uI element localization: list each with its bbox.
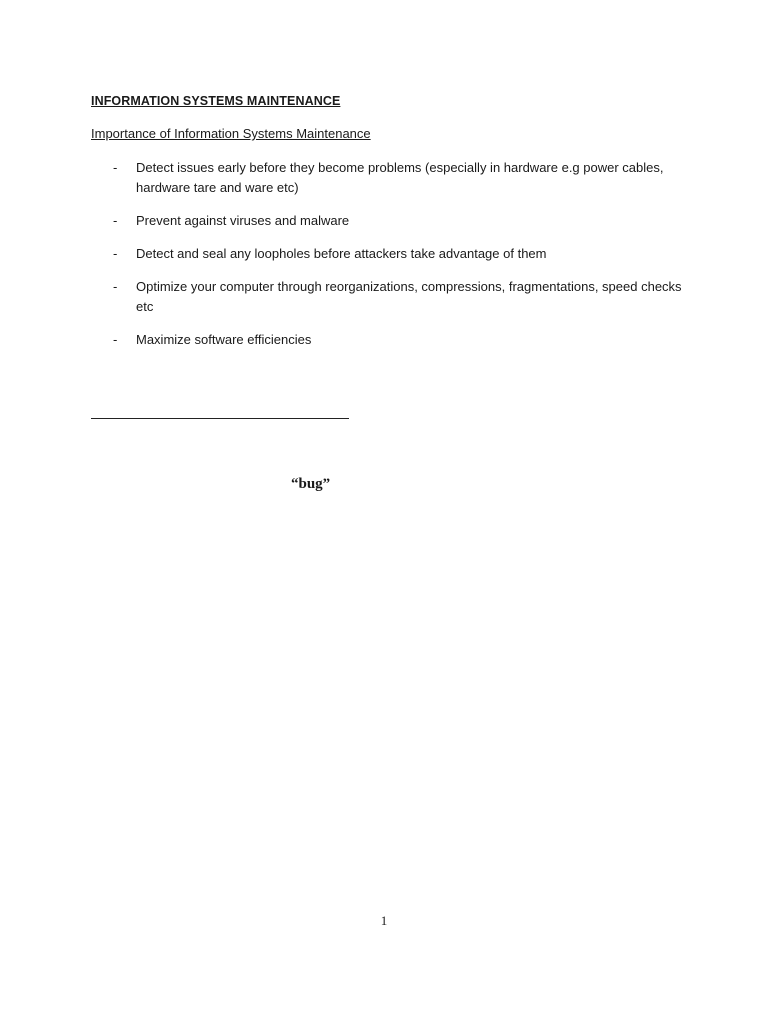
horizontal-divider [91, 418, 349, 419]
bullet-list [91, 158, 691, 363]
list-item-text: Optimize your computer through reorganizations, compressions, fragmentations, speed checks etc [136, 279, 682, 314]
list-item [91, 330, 691, 350]
section-heading: Importance of Information Systems Maintenance [91, 126, 371, 141]
bullet-dash: - [113, 279, 118, 294]
list-item [91, 158, 691, 198]
list-item-text: Maximize software efficiencies [136, 332, 312, 347]
bullet-dash: - [113, 160, 118, 175]
bullet-dash: - [113, 332, 118, 347]
list-item [91, 244, 691, 264]
document-title: INFORMATION SYSTEMS MAINTENANCE [91, 94, 341, 108]
bullet-dash: - [113, 213, 118, 228]
page-number: 1 [380, 913, 388, 928]
list-item-text: Detect and seal any loopholes before attackers take advantage of them [136, 246, 547, 261]
list-item-text: Detect issues early before they become problems (especially in hardware e.g power cables, hardware tare and ware etc) [136, 160, 664, 195]
list-item [91, 277, 691, 317]
bullet-dash: - [113, 246, 118, 261]
list-item-text: Prevent against viruses and malware [136, 213, 350, 228]
list-item [91, 211, 691, 231]
quoted-word: “bug” [291, 476, 331, 492]
